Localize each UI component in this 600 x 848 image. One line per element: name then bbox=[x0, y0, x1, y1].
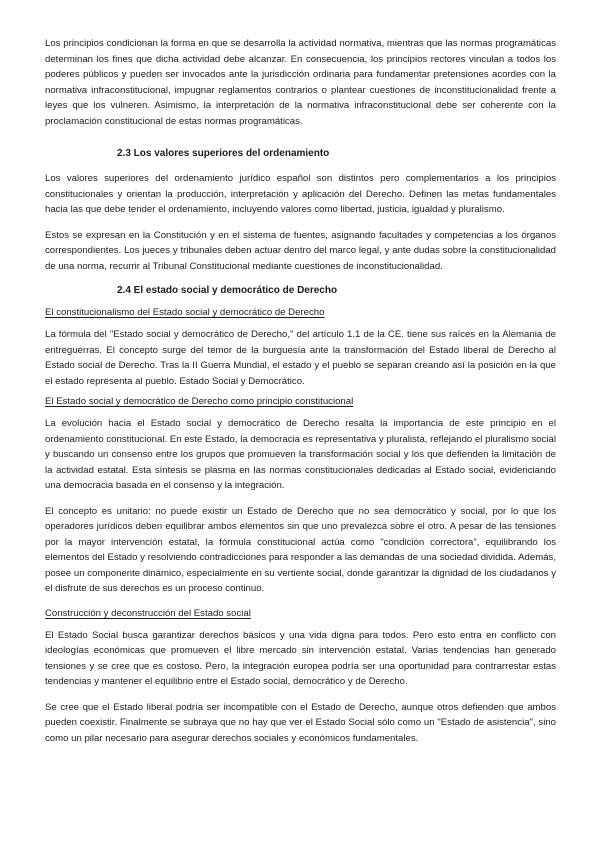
paragraph-principio-2: El concepto es unitario: no puede existir un Estado de Derecho que no sea democrático y social, por lo que los operadores jurídicos deben equilibrar ambos elementos sin que uno prevalezca sobre el otro. A pesar de las tensiones por la mayor intervención estatal, la fórmula constitucional actúa como "condición correctora", equilibrando los elementos del Estado y resolviendo contradicciones para responder a las demandas de una sociedad dividida. Además, posee un componente dinámico, especialmente en su vertiente social, donde garantizar la dignidad de los ciudadanos y el disfrute de sus derechos es un proceso continuo. bbox=[45, 505, 556, 594]
paragraph-principio-1: La evolución hacia el Estado social y democrático de Derecho resalta la importancia de este principio en el ordenamiento constitucional. En este Estado, la democracia es representativa y pluralista, reflejando el pluralismo social y buscando un consenso entre los grupos que promueven la transformación social y los que defienden la limitación de la actividad estatal. Esta síntesis se plasma en las normas constitucionales dedicadas al Estado social, evidenciando una democracia basada en el consenso y la integración. bbox=[45, 418, 556, 491]
heading-2-3: 2.3 Los valores superiores del ordenamiento bbox=[117, 148, 330, 159]
paragraph-valores-2: Estos se expresan en la Constitución y en el sistema de fuentes, asignando facultades y competencias a los órganos correspondientes. Los jueces y tribunales deben actuar dentro del marco legal, y ante dudas sobre la constitucionalidad de una norma, recurrir al Tribunal Constitucional mediante cuestiones de inconstitucionalidad. bbox=[45, 229, 556, 272]
subheading-construccion: Construcción y deconstrucción del Estado social bbox=[45, 607, 251, 619]
subheading-constitucionalismo: El constitucionalismo del Estado social y democrático de Derecho bbox=[45, 307, 325, 318]
paragraph-valores-1: Los valores superiores del ordenamiento jurídico español son distintos pero complementarios a los principios constitucionales y orientan la producción, interpretación y aplicación del Derecho. Definen las metas fundamentales hacia las que debe tender el ordenamiento, incluyendo valores como libertad, justicia, igualdad y pluralismo. bbox=[45, 173, 556, 215]
paragraph-construccion-2: Se cree que el Estado liberal podría ser incompatible con el Estado de Derecho, aunque otros defienden que ambos pueden coexistir. Finalmente se subraya que no hay que ver el Estado Social sólo como un "Estado de asistencia", sino como un pilar necesario para asegurar derechos sociales y económicos fundamentales. bbox=[45, 701, 556, 744]
paragraph-intro: Los principios condicionan la forma en que se desarrolla la actividad normativa, mientras que las normas programáticas determinan los fines que dicha actividad debe alcanzar. En consecuencia, los principios rectores vinculan a todos los poderes públicos y pueden ser invocados ante la jurisdicción ordinaria para fundamentar pretensiones acordes con la normativa infraconstitucional, impugnar reglamentos contrarios o plantear cuestiones de inconstitucionalidad frente a leyes que los vulneren. Asimismo, la interpretación de la normativa infraconstitucional debe ser coherente con la proclamación constitucional de estas normas programáticas. bbox=[45, 38, 556, 127]
heading-2-4: 2.4 El estado social y democrático de Derecho bbox=[117, 285, 338, 296]
paragraph-construccion-1: El Estado Social busca garantizar derechos básicos y una vida digna para todos. Pero esto entra en conflicto con ideologías económicas que promueven el libre mercado sin intervención estatal. Varias tendencias han generado tensiones y se cree que es costoso. Pero, la integración europea podría ser una oportunidad para contrarrestar estas tendencias y mantener el equilibrio entre el Estado social, democrático y de Derecho. bbox=[45, 629, 556, 687]
subheading-principio: El Estado social y democrático de Derecho como principio constitucional bbox=[45, 396, 354, 407]
paragraph-constitucionalismo: La fórmula del "Estado social y democrático de Derecho," del artículo 1.1 de la CE. tiene sus raíces en la Alemania de entreguerras. El concepto surge del temor de la burguesía ante la transformación del Estado liberal de Derecho al Estado social de Derecho. Tras la II Guerra Mundial, el estado y el pueblo se separan creando así la posición en la que el estado representa al pueblo. Estado Social y Democrático. bbox=[45, 329, 556, 387]
